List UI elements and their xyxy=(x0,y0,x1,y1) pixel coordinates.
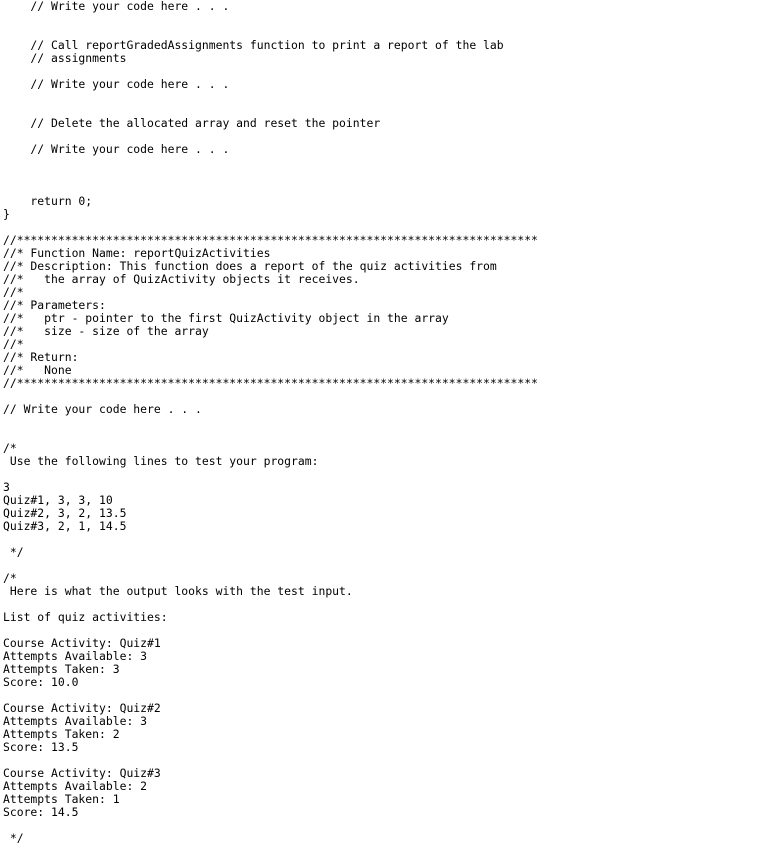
code-line: Attempts Taken: 2 xyxy=(3,727,120,741)
code-line xyxy=(3,468,538,481)
code-line: Use the following lines to test your program: xyxy=(3,454,319,468)
code-line xyxy=(3,169,538,182)
code-line: // Write your code here . . . xyxy=(3,77,230,91)
code-line: */ xyxy=(3,831,24,845)
code-line: } xyxy=(3,207,10,221)
code-line: Quiz#2, 3, 2, 13.5 xyxy=(3,506,127,520)
code-line: Score: 14.5 xyxy=(3,805,79,819)
code-line xyxy=(3,559,538,572)
code-line xyxy=(3,156,538,169)
code-line: //* Function Name: reportQuizActivities xyxy=(3,246,271,260)
code-line xyxy=(3,91,538,104)
code-line: /* xyxy=(3,441,17,455)
code-line: //**************************************************************************** xyxy=(3,233,538,247)
code-line: // Write your code here . . . xyxy=(3,402,202,416)
code-line: // Call reportGradedAssignments function to print a report of the lab xyxy=(3,38,504,52)
code-line: Quiz#3, 2, 1, 14.5 xyxy=(3,519,127,533)
code-line: Course Activity: Quiz#1 xyxy=(3,636,161,650)
code-line: Score: 10.0 xyxy=(3,675,79,689)
code-line: // Write your code here . . . xyxy=(3,0,230,13)
code-line: //* None xyxy=(3,363,72,377)
code-line: 3 xyxy=(3,480,10,494)
code-line: Attempts Taken: 3 xyxy=(3,662,120,676)
code-line xyxy=(3,819,538,832)
code-line: //* xyxy=(3,285,24,299)
code-line: Attempts Available: 2 xyxy=(3,779,148,793)
code-line: // Write your code here . . . xyxy=(3,142,230,156)
code-line: */ xyxy=(3,545,24,559)
code-line: //* the array of QuizActivity objects it receives. xyxy=(3,272,360,286)
code-line: Course Activity: Quiz#2 xyxy=(3,701,161,715)
code-line: Attempts Available: 3 xyxy=(3,649,148,663)
code-line: return 0; xyxy=(3,194,93,208)
code-line: //* ptr - pointer to the first QuizActivity object in the array xyxy=(3,311,449,325)
code-line: //* Return: xyxy=(3,350,79,364)
code-line: // Delete the allocated array and reset the pointer xyxy=(3,116,381,130)
code-line: Quiz#1, 3, 3, 10 xyxy=(3,493,113,507)
code-line: Attempts Taken: 1 xyxy=(3,792,120,806)
code-line: //* xyxy=(3,337,24,351)
code-line: Score: 13.5 xyxy=(3,740,79,754)
code-line: //* Parameters: xyxy=(3,298,106,312)
code-line: Here is what the output looks with the test input. xyxy=(3,584,353,598)
code-line xyxy=(3,533,538,546)
code-line: /* xyxy=(3,571,17,585)
code-line xyxy=(3,429,538,442)
code-line: //* Description: This function does a report of the quiz activities from xyxy=(3,259,497,273)
code-line: //* size - size of the array xyxy=(3,324,209,338)
code-line xyxy=(3,416,538,429)
code-line xyxy=(3,13,538,26)
code-line: List of quiz activities: xyxy=(3,610,168,624)
code-line: Course Activity: Quiz#3 xyxy=(3,766,161,780)
code-line: Attempts Available: 3 xyxy=(3,714,148,728)
code-listing xyxy=(3,0,538,845)
code-line: // assignments xyxy=(3,51,127,65)
code-line: //**************************************************************************** xyxy=(3,376,538,390)
